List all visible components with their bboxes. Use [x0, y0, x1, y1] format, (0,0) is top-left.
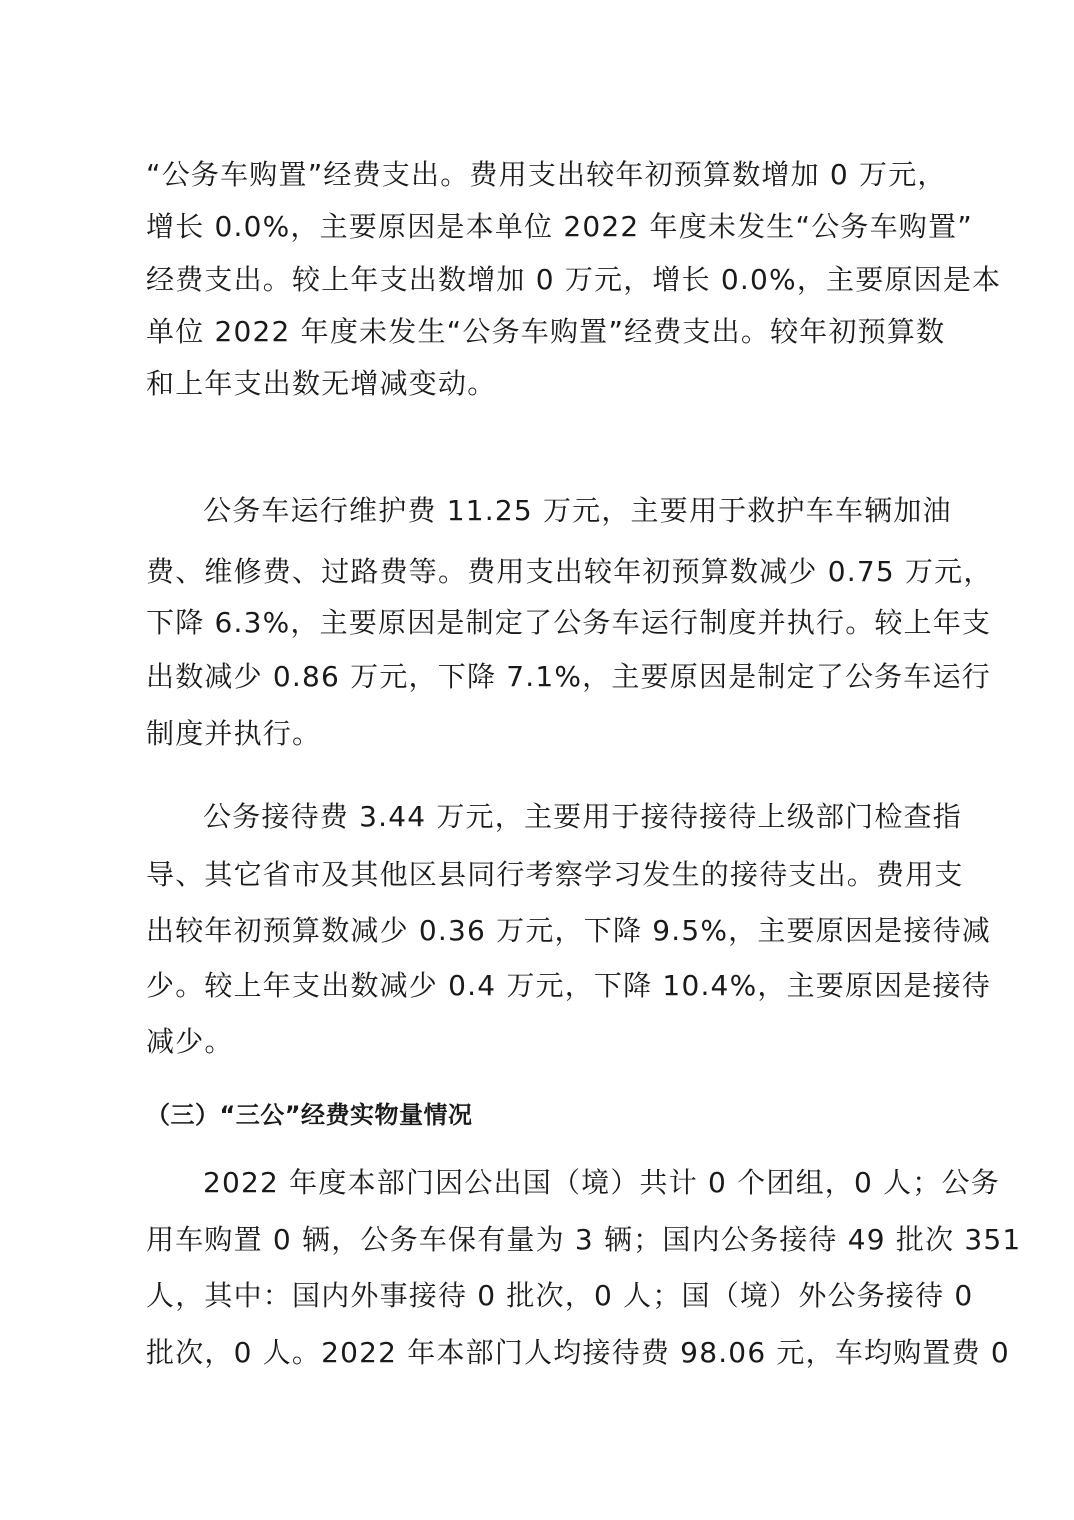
paragraph-3-line-2: 导、其它省市及其他区县同行考察学习发生的接待支出。费用支: [146, 858, 964, 891]
paragraph-3-line-4: 少。较上年支出数减少 0.4 万元，下降 10.4%，主要原因是接待: [146, 969, 991, 1002]
paragraph-1-line-2: 增长 0.0%，主要原因是本单位 2022 年度未发生“公务车购置”: [146, 210, 973, 243]
paragraph-1-line-3: 经费支出。较上年支出数增加 0 万元，增长 0.0%，主要原因是本: [146, 263, 1002, 296]
paragraph-2-line-3: 下降 6.3%，主要原因是制定了公务车运行制度并执行。较上年支: [146, 606, 992, 639]
paragraph-1-line-1: “公务车购置”经费支出。费用支出较年初预算数增加 0 万元，: [146, 158, 947, 191]
paragraph-3-line-1: 公务接待费 3.44 万元，主要用于接待接待上级部门检查指: [203, 800, 962, 833]
paragraph-4-line-4: 批次，0 人。2022 年本部门人均接待费 98.06 元，车均购置费 0: [146, 1336, 1010, 1369]
paragraph-4-line-2: 用车购置 0 辆，公务车保有量为 3 辆；国内公务接待 49 批次 351: [146, 1223, 1022, 1256]
paragraph-4-line-1: 2022 年度本部门因公出国（境）共计 0 个团组，0 人；公务: [203, 1166, 1000, 1199]
paragraph-2-line-1: 公务车运行维护费 11.25 万元，主要用于救护车车辆加油: [203, 494, 952, 527]
paragraph-3-line-5: 减少。: [146, 1025, 234, 1058]
paragraph-4-line-3: 人，其中：国内外事接待 0 批次，0 人；国（境）外公务接待 0: [146, 1279, 974, 1312]
paragraph-1-line-4: 单位 2022 年度未发生“公务车购置”经费支出。较年初预算数: [146, 315, 946, 348]
paragraph-3-line-3: 出较年初预算数减少 0.36 万元，下降 9.5%，主要原因是接待减: [146, 914, 991, 947]
paragraph-2-line-2: 费、维修费、过路费等。费用支出较年初预算数减少 0.75 万元，: [146, 555, 993, 588]
paragraph-2-line-5: 制度并执行。: [146, 717, 322, 750]
paragraph-2-line-4: 出数减少 0.86 万元，下降 7.1%，主要原因是制定了公务车运行: [146, 660, 991, 693]
section-heading: （三）“三公”经费实物量情况: [146, 1101, 473, 1129]
paragraph-1-line-5: 和上年支出数无增减变动。: [146, 367, 497, 400]
